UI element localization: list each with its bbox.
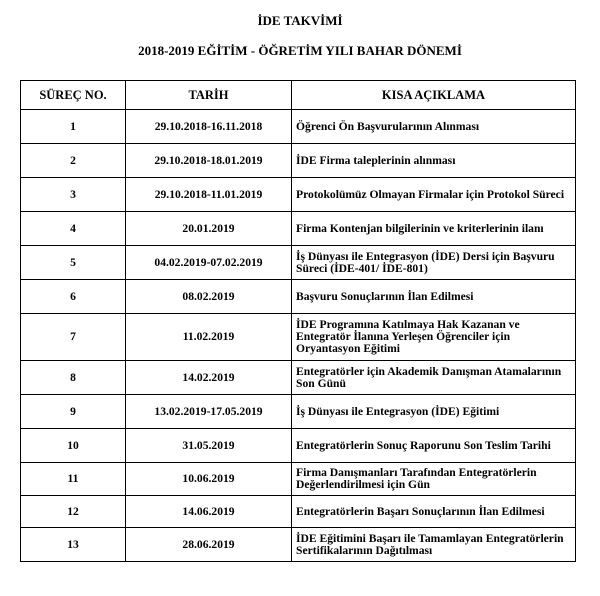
table-row xyxy=(21,212,576,246)
process-no-cell: 1 xyxy=(21,110,126,144)
date-cell: 31.05.2019 xyxy=(126,429,292,463)
description-cell: İDE Eğitimini Başarı ile Tamamlayan Entegratörlerin Sertifikalarının Dağıtılması xyxy=(292,528,576,562)
table-row xyxy=(21,395,576,429)
description-cell: Entegratörler için Akademik Danışman Atamalarının Son Günü xyxy=(292,361,576,395)
table-row xyxy=(21,178,576,212)
process-no-cell: 2 xyxy=(21,144,126,178)
description-cell: İş Dünyası ile Entegrasyon (İDE) Eğitimi xyxy=(292,395,576,429)
date-cell: 29.10.2018-18.01.2019 xyxy=(126,144,292,178)
table-row xyxy=(21,246,576,280)
calendar-table xyxy=(20,80,576,562)
date-cell: 14.06.2019 xyxy=(126,496,292,528)
table-row xyxy=(21,314,576,361)
column-header-date: TARİH xyxy=(126,81,292,110)
process-no-cell: 6 xyxy=(21,280,126,314)
table-header-row xyxy=(21,81,576,110)
process-no-cell: 8 xyxy=(21,361,126,395)
column-header-description: KISA AÇIKLAMA xyxy=(292,81,576,110)
date-cell: 10.06.2019 xyxy=(126,463,292,496)
date-cell: 20.01.2019 xyxy=(126,212,292,246)
table-row xyxy=(21,496,576,528)
document-title: İDE TAKVİMİ xyxy=(257,13,343,28)
description-cell: İDE Firma taleplerinin alınması xyxy=(292,144,576,178)
date-cell: 08.02.2019 xyxy=(126,280,292,314)
description-cell: Firma Kontenjan bilgilerinin ve kriterlerinin ilanı xyxy=(292,212,576,246)
process-no-cell: 9 xyxy=(21,395,126,429)
process-no-cell: 4 xyxy=(21,212,126,246)
table-row xyxy=(21,361,576,395)
description-cell: Başvuru Sonuçlarının İlan Edilmesi xyxy=(292,280,576,314)
description-cell: İş Dünyası ile Entegrasyon (İDE) Dersi için Başvuru Süreci (İDE-401/ İDE-801) xyxy=(292,246,576,280)
table-row xyxy=(21,429,576,463)
table-row xyxy=(21,528,576,562)
description-cell: Protokolümüz Olmayan Firmalar için Protokol Süreci xyxy=(292,178,576,212)
description-cell: Entegratörlerin Başarı Sonuçlarının İlan Edilmesi xyxy=(292,496,576,528)
date-cell: 29.10.2018-16.11.2018 xyxy=(126,110,292,144)
process-no-cell: 12 xyxy=(21,496,126,528)
date-cell: 11.02.2019 xyxy=(126,314,292,361)
process-no-cell: 11 xyxy=(21,463,126,496)
date-cell: 14.02.2019 xyxy=(126,361,292,395)
process-no-cell: 5 xyxy=(21,246,126,280)
document-subtitle: 2018-2019 EĞİTİM - ÖĞRETİM YILI BAHAR DÖNEMİ xyxy=(138,43,462,58)
process-no-cell: 10 xyxy=(21,429,126,463)
table-row xyxy=(21,110,576,144)
description-cell: Öğrenci Ön Başvurularının Alınması xyxy=(292,110,576,144)
process-no-cell: 7 xyxy=(21,314,126,361)
date-cell: 04.02.2019-07.02.2019 xyxy=(126,246,292,280)
description-cell: Firma Danışmanları Tarafından Entegratörlerin Değerlendirilmesi için Gün xyxy=(292,463,576,496)
process-no-cell: 13 xyxy=(21,528,126,562)
description-cell: İDE Programına Katılmaya Hak Kazanan ve Entegratör İlanına Yerleşen Öğrenciler için Oryantasyon Eğitimi xyxy=(292,314,576,361)
date-cell: 29.10.2018-11.01.2019 xyxy=(126,178,292,212)
table-row xyxy=(21,280,576,314)
column-header-process-no: SÜREÇ NO. xyxy=(21,81,126,110)
table-row xyxy=(21,144,576,178)
date-cell: 28.06.2019 xyxy=(126,528,292,562)
table-row xyxy=(21,463,576,496)
date-cell: 13.02.2019-17.05.2019 xyxy=(126,395,292,429)
description-cell: Entegratörlerin Sonuç Raporunu Son Teslim Tarihi xyxy=(292,429,576,463)
process-no-cell: 3 xyxy=(21,178,126,212)
